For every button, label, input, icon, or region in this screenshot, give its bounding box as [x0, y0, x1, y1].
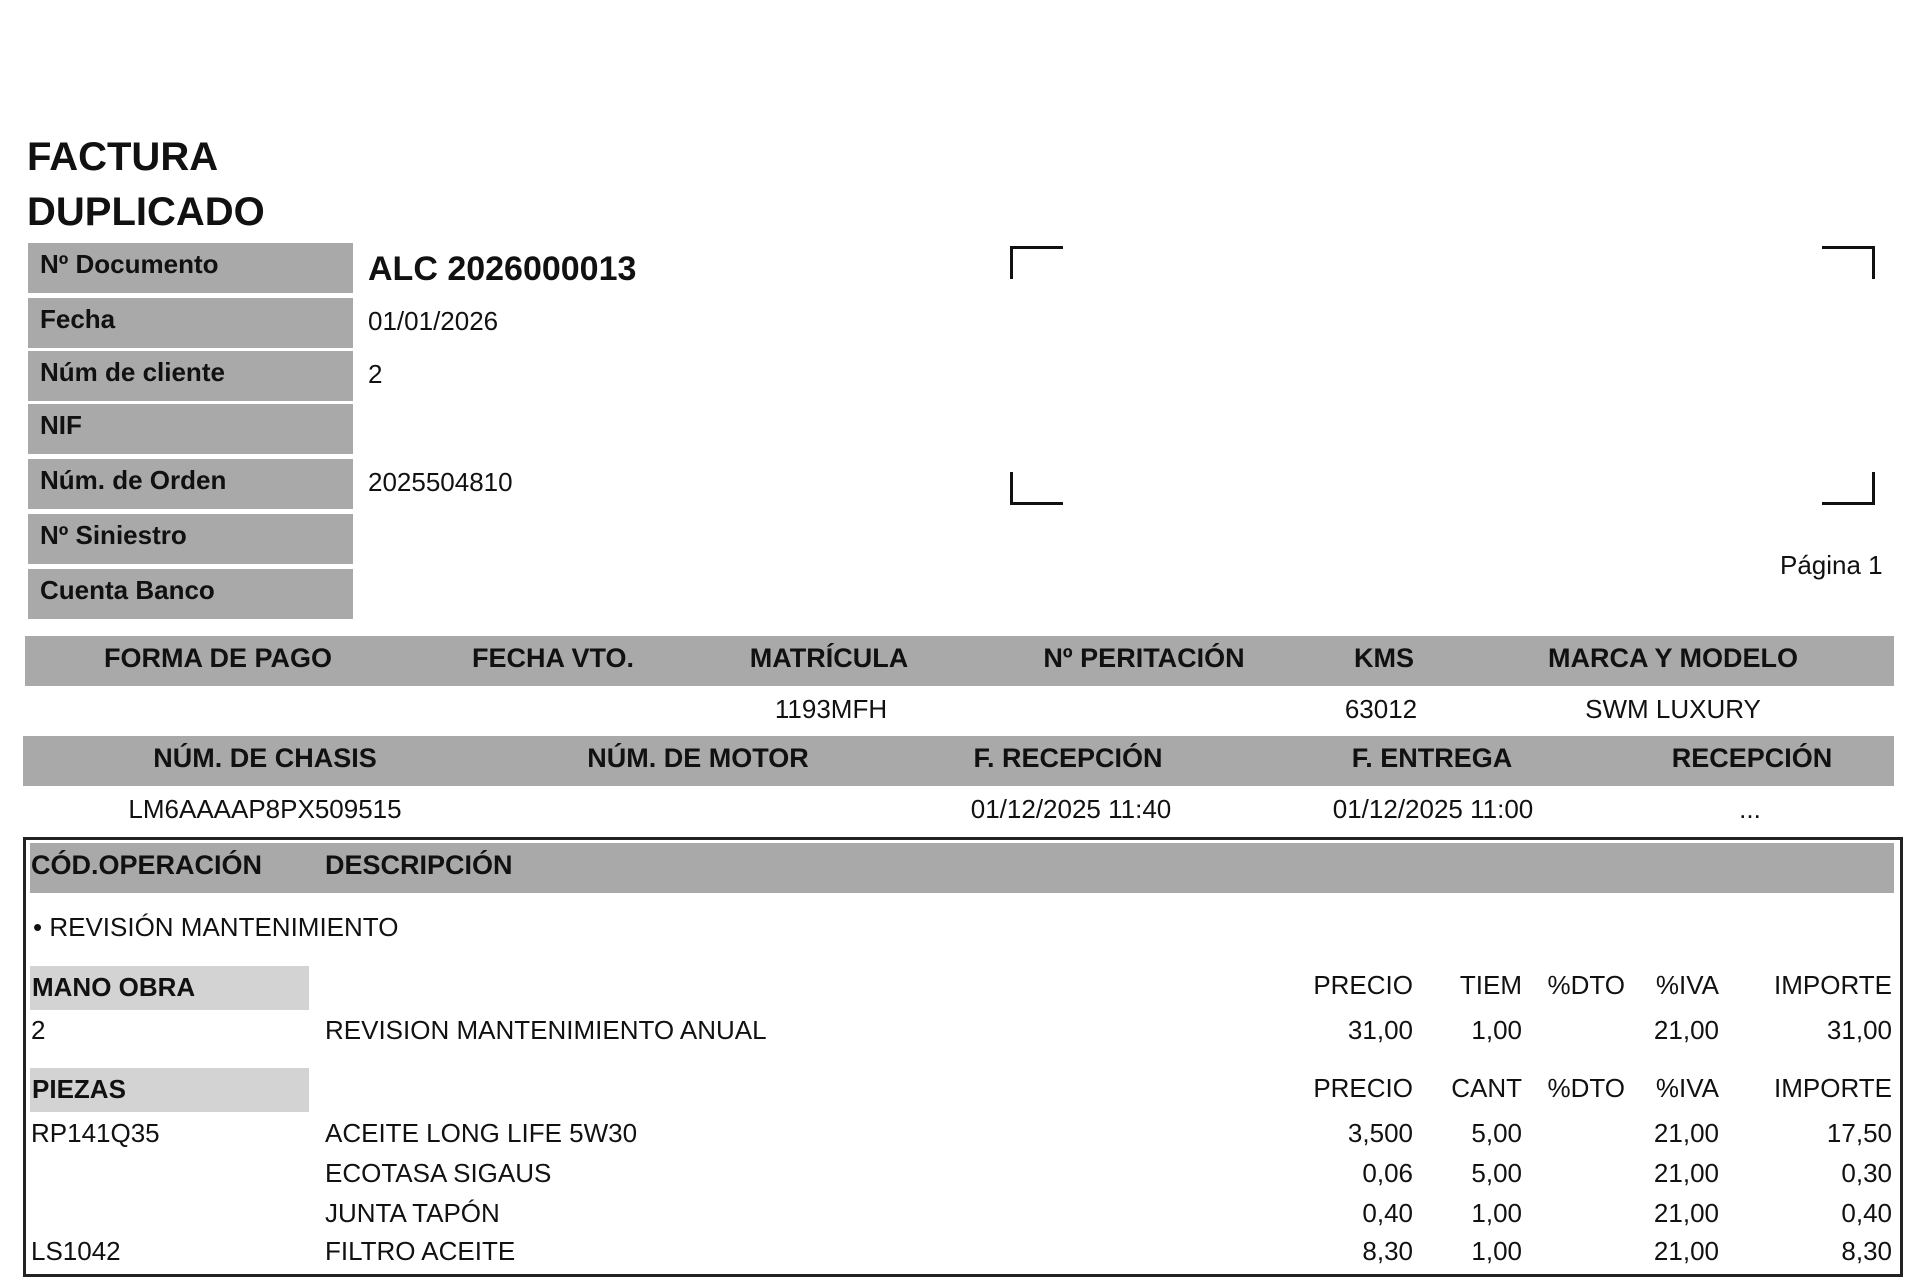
header-f-entrega: F. ENTREGA [1351, 743, 1513, 773]
labor-col-precio: PRECIO [1313, 970, 1413, 1000]
labor-row-code: 2 [31, 1015, 46, 1045]
page-number: Página 1 [1780, 550, 1883, 580]
part-row-desc: ECOTASA SIGAUS [325, 1158, 552, 1188]
value-documento: ALC 2026000013 [368, 250, 637, 288]
part-row-qty: 5,00 [1471, 1158, 1522, 1188]
parts-section-title: PIEZAS [30, 1068, 309, 1112]
label-fecha: Fecha [28, 298, 353, 348]
part-row-importe: 0,30 [1841, 1158, 1892, 1188]
header-fecha-vto: FECHA VTO. [471, 643, 635, 673]
parts-col-importe: IMPORTE [1774, 1073, 1892, 1103]
labor-section-title: MANO OBRA [30, 966, 309, 1010]
labor-col-iva: %IVA [1655, 970, 1719, 1000]
part-row-code: LS1042 [31, 1236, 121, 1266]
labor-row-desc: REVISION MANTENIMIENTO ANUAL [325, 1015, 767, 1045]
value-matricula: 1193MFH [774, 694, 888, 724]
part-row-precio: 8,30 [1362, 1236, 1413, 1266]
value-kms: 63012 [1344, 694, 1418, 724]
labor-col-dto: %DTO [1547, 970, 1625, 1000]
header-matricula: MATRÍCULA [749, 643, 909, 673]
value-fecha: 01/01/2026 [368, 306, 499, 336]
label-orden: Núm. de Orden [28, 459, 353, 509]
label-documento: Nº Documento [28, 243, 353, 293]
window-corner-bottom-right [1822, 472, 1875, 505]
label-nif: NIF [28, 404, 353, 454]
labor-row-iva: 21,00 [1653, 1015, 1719, 1045]
labor-row-importe: 31,00 [1826, 1015, 1892, 1045]
parts-col-iva: %IVA [1655, 1073, 1719, 1103]
part-row-precio: 3,500 [1347, 1118, 1413, 1148]
window-corner-top-right [1822, 246, 1875, 279]
part-row-iva: 21,00 [1653, 1118, 1719, 1148]
label-cliente: Núm de cliente [28, 351, 353, 401]
label-siniestro: Nº Siniestro [28, 514, 353, 564]
value-orden: 2025504810 [368, 467, 513, 497]
part-row-desc: FILTRO ACEITE [325, 1236, 516, 1266]
operation-group-title: • REVISIÓN MANTENIMIENTO [33, 912, 399, 942]
value-recepcion: ... [1739, 794, 1761, 824]
value-f-recepcion: 01/12/2025 11:40 [970, 794, 1172, 824]
part-row-iva: 21,00 [1653, 1198, 1719, 1228]
value-chasis: LM6AAAAP8PX509515 [128, 794, 402, 824]
part-row-precio: 0,06 [1362, 1158, 1413, 1188]
header-f-recepcion: F. RECEPCIÓN [973, 743, 1163, 773]
operations-table [23, 837, 1903, 1277]
part-row-iva: 21,00 [1653, 1236, 1719, 1266]
header-forma-pago: FORMA DE PAGO [104, 643, 332, 673]
document-title: FACTURA [27, 135, 219, 179]
window-corner-bottom-left [1010, 472, 1063, 505]
part-row-importe: 17,50 [1826, 1118, 1892, 1148]
value-f-entrega: 01/12/2025 11:00 [1332, 794, 1534, 824]
part-row-iva: 21,00 [1653, 1158, 1719, 1188]
header-descripcion: DESCRIPCIÓN [325, 850, 513, 880]
window-corner-top-left [1010, 246, 1063, 279]
part-row-qty: 1,00 [1471, 1236, 1522, 1266]
part-row-precio: 0,40 [1362, 1198, 1413, 1228]
header-marca-modelo: MARCA Y MODELO [1547, 643, 1799, 673]
header-kms: KMS [1354, 643, 1414, 673]
header-motor: NÚM. DE MOTOR [587, 743, 809, 773]
labor-row-qty: 1,00 [1471, 1015, 1522, 1045]
labor-row-precio: 31,00 [1347, 1015, 1413, 1045]
labor-col-importe: IMPORTE [1774, 970, 1892, 1000]
part-row-desc: JUNTA TAPÓN [325, 1198, 500, 1228]
labor-col-tiem: TIEM [1459, 970, 1522, 1000]
value-cliente: 2 [368, 359, 383, 389]
operations-header-bar [30, 843, 1894, 893]
parts-col-precio: PRECIO [1313, 1073, 1413, 1103]
parts-col-cant: CANT [1451, 1073, 1522, 1103]
header-cod-operacion: CÓD.OPERACIÓN [31, 850, 263, 880]
part-row-qty: 5,00 [1471, 1118, 1522, 1148]
header-peritacion: Nº PERITACIÓN [1043, 643, 1245, 673]
part-row-qty: 1,00 [1471, 1198, 1522, 1228]
header-chasis: NÚM. DE CHASIS [153, 743, 377, 773]
part-row-code: RP141Q35 [31, 1118, 160, 1148]
document-subtitle: DUPLICADO [27, 190, 265, 234]
part-row-importe: 0,40 [1841, 1198, 1892, 1228]
header-recepcion: RECEPCIÓN [1671, 743, 1833, 773]
parts-col-dto: %DTO [1547, 1073, 1625, 1103]
label-cuenta-banco: Cuenta Banco [28, 569, 353, 619]
part-row-importe: 8,30 [1841, 1236, 1892, 1266]
part-row-desc: ACEITE LONG LIFE 5W30 [325, 1118, 638, 1148]
value-marca-modelo: SWM LUXURY [1585, 694, 1761, 724]
